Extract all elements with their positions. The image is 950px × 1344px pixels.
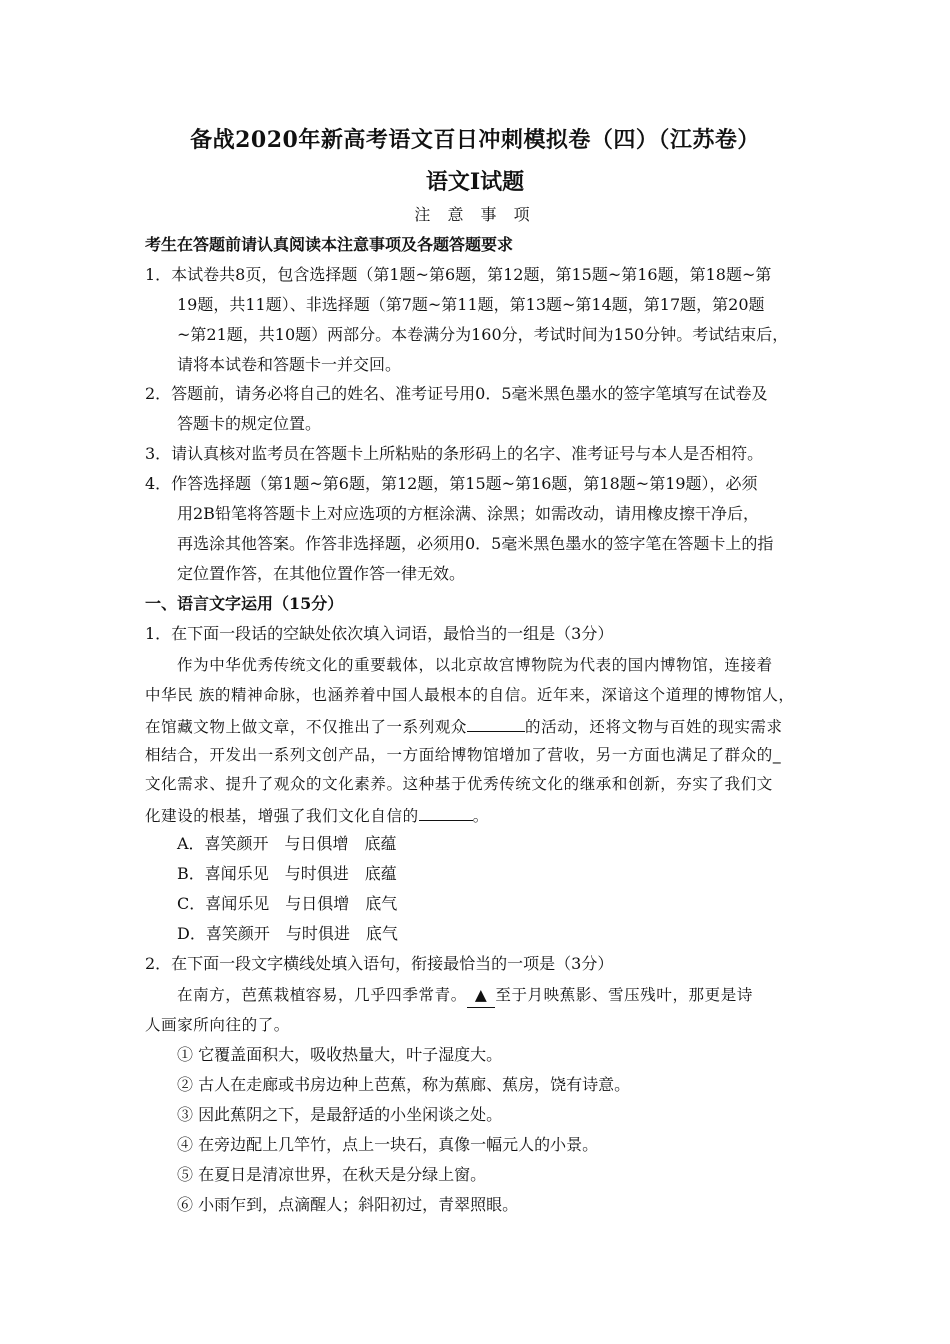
option-c: C．喜闻乐见 与日俱增 底气 xyxy=(177,894,398,913)
instruction-line: 4．作答选择题（第1题~第6题，第12题，第15题~第16题，第18题~第19题），必须 xyxy=(145,474,758,493)
passage-text: 。 xyxy=(472,807,489,825)
instruction-line: 用2B铅笔将答题卡上对应选项的方框涂满、涂黑；如需改动，请用橡皮擦干净后， xyxy=(177,504,759,523)
sentence-item: ⑥ 小雨乍到，点滴醒人；斜阳初过，青翠照眼。 xyxy=(177,1195,519,1214)
exam-title: 备战2020年新高考语文百日冲刺模拟卷（四）（江苏卷） xyxy=(190,127,760,153)
option-d: D．喜笑颜开 与时俱进 底气 xyxy=(177,924,398,943)
passage-line: 文化需求、提升了观众的文化素养。这种基于优秀传统文化的继承和创新，夯实了我们文 xyxy=(145,775,773,793)
option-a: A．喜笑颜开 与日俱增 底蕴 xyxy=(177,834,397,853)
instruction-line: 1．本试卷共8页，包含选择题（第1题~第6题，第12题，第15题~第16题，第18题~第 xyxy=(145,265,772,284)
sentence-item: ⑤ 在夏日是清凉世界，在秋天是分绿上窗。 xyxy=(177,1165,487,1184)
passage-line: 作为中华优秀传统文化的重要载体，以北京故宫博物院为代表的国内博物馆，连接着 xyxy=(177,656,773,674)
notice-heading: 注 意 事 项 xyxy=(414,205,536,224)
question-2-stem: 2．在下面一段文字横线处填入语句，衔接最恰当的一项是（3分） xyxy=(145,954,614,973)
instruction-line: ~第21题，共10题）两部分。本卷满分为160分，考试时间为150分钟。考试结束后， xyxy=(177,325,789,344)
passage-text: 至于月映蕉影、雪压残叶，那更是诗 xyxy=(495,986,753,1004)
passage-line xyxy=(145,802,489,828)
instructions-heading: 考生在答题前请认真阅读本注意事项及各题答题要求 xyxy=(145,235,514,254)
instruction-line: 定位置作答，在其他位置作答一律无效。 xyxy=(177,564,466,583)
passage-text: 化建设的根基，增强了我们文化自信的 xyxy=(145,807,419,825)
triangle-marker: ▲ xyxy=(467,983,496,1008)
passage-line xyxy=(177,983,753,1008)
passage-line: 相结合，开发出一系列文创产品，一方面给博物馆增加了营收，另一方面也满足了群众的_ xyxy=(145,746,782,764)
instruction-line: 19题，共11题）、非选择题（第7题~第11题，第13题~第14题，第17题，第20题 xyxy=(177,295,765,314)
passage-line xyxy=(145,713,783,739)
option-b: B．喜闻乐见 与时俱进 底蕴 xyxy=(177,864,397,883)
exam-subtitle: 语文Ⅰ试题 xyxy=(425,169,525,195)
passage-text: 在南方，芭蕉栽植容易，几乎四季常青。 xyxy=(177,986,467,1004)
instruction-line: 3．请认真核对监考员在答题卡上所粘贴的条形码上的名字、准考证号与本人是否相符。 xyxy=(145,444,764,463)
instruction-line: 答题卡的规定位置。 xyxy=(177,414,322,433)
passage-line: 中华民 族的精神命脉，也涵养着中国人最根本的自信。近年来，深谙这个道理的博物馆人， xyxy=(145,686,795,704)
sentence-item: ④ 在旁边配上几竿竹，点上一块石，真像一幅元人的小景。 xyxy=(177,1135,599,1154)
instruction-line: 2．答题前，请务必将自己的姓名、准考证号用0．5毫米黑色墨水的签字笔填写在试卷及 xyxy=(145,384,768,403)
sentence-item: ② 古人在走廊或书房边种上芭蕉，称为蕉廊、蕉房，饶有诗意。 xyxy=(177,1075,631,1094)
sentence-item: ① 它覆盖面积大，吸收热量大，叶子湿度大。 xyxy=(177,1045,503,1064)
passage-text: 的活动，还将文物与百姓的现实需求 xyxy=(525,718,783,736)
passage-text: 在馆藏文物上做文章，不仅推出了一系列观众 xyxy=(145,718,468,736)
section-heading: 一、语言文字运用（15分） xyxy=(145,594,344,613)
question-1-stem: 1．在下面一段话的空缺处依次填入词语，最恰当的一组是（3分） xyxy=(145,624,614,643)
passage-line: 人画家所向往的了。 xyxy=(145,1016,290,1034)
sentence-item: ③ 因此蕉阴之下，是最舒适的小坐闲谈之处。 xyxy=(177,1105,503,1124)
instruction-line: 再选涂其他答案。作答非选择题，必须用0．5毫米黑色墨水的签字笔在答题卡上的指 xyxy=(177,534,774,553)
answer-blank xyxy=(467,713,525,732)
answer-blank xyxy=(419,802,473,821)
instruction-line: 请将本试卷和答题卡一并交回。 xyxy=(177,355,402,374)
